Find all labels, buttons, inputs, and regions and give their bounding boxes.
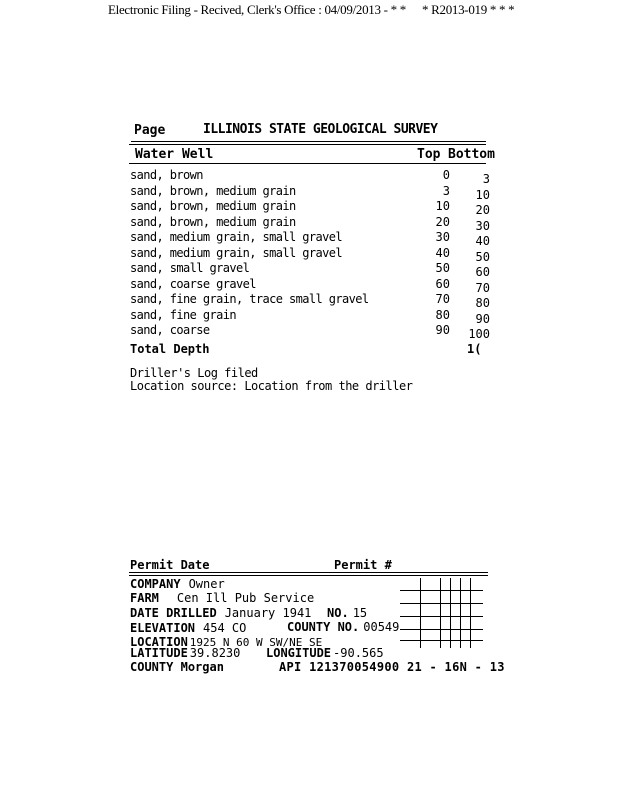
- latitude-value: 39.8230: [189, 646, 241, 660]
- log-description: sand, fine grain: [130, 307, 236, 322]
- log-bottom-depth: 10: [475, 187, 490, 202]
- farm-value: Cen Ill Pub Service: [176, 591, 315, 605]
- company-row: [130, 577, 225, 591]
- grid-line: [470, 578, 471, 648]
- company-label: COMPANY: [130, 577, 181, 591]
- api-label: API: [279, 660, 302, 674]
- title-rule-lower: [129, 144, 486, 145]
- county-number-row: [287, 620, 399, 634]
- log-description: sand, brown, medium grain: [130, 199, 296, 213]
- elevation-label: ELEVATION: [130, 621, 196, 635]
- filing-stamp-text: Electronic Filing - Recived, Clerk's Office : 04/09/2013 - * *: [108, 2, 406, 17]
- log-description: sand, coarse: [130, 323, 210, 337]
- county-row: [130, 660, 224, 674]
- form-rule-upper: [129, 572, 488, 573]
- well-number-row: [327, 606, 367, 620]
- form-rule-lower: [129, 575, 488, 576]
- header-rule: [129, 163, 486, 164]
- log-top-depth: 0: [442, 168, 450, 182]
- title-rule-upper: [131, 141, 486, 142]
- elevation-value: 454 CO: [203, 621, 247, 635]
- page-label: Page: [134, 123, 166, 138]
- county-number-label: COUNTY NO.: [287, 620, 360, 634]
- column-header-top: Top: [417, 147, 441, 162]
- elevation-row: [130, 621, 246, 635]
- permit-date-label: Permit Date: [130, 558, 210, 572]
- column-header-bottom: Bottom: [448, 147, 495, 162]
- log-description: sand, medium grain, small gravel: [130, 245, 342, 260]
- log-bottom-depth: 100: [468, 327, 490, 341]
- county-value: Morgan: [180, 660, 224, 674]
- date-drilled-row: [130, 606, 311, 620]
- location-value: 1925 N 60 W SW/NE SE: [189, 636, 323, 649]
- log-description: sand, brown: [130, 168, 203, 182]
- log-row: [130, 230, 500, 246]
- column-header-water-well: Water Well: [135, 147, 214, 162]
- log-bottom-depth: 60: [475, 265, 490, 279]
- api-value: 121370054900: [309, 660, 400, 674]
- grid-line: [400, 616, 483, 617]
- log-top-depth: 10: [435, 199, 450, 213]
- location-source-note: Location source: Location from the driller: [130, 379, 413, 393]
- permit-number-label: Permit #: [334, 558, 392, 572]
- grid-line: [400, 640, 483, 641]
- docket-number: * R2013-019 * * *: [421, 2, 515, 17]
- log-row: [130, 308, 500, 324]
- location-label: LOCATION: [130, 635, 188, 649]
- longitude-row: [266, 646, 384, 660]
- log-description: sand, coarse gravel: [130, 276, 256, 291]
- log-row: [130, 292, 500, 308]
- log-top-depth: 40: [435, 245, 450, 260]
- grid-line: [400, 603, 483, 604]
- date-drilled-label: DATE DRILLED: [130, 606, 217, 620]
- grid-line: [400, 590, 483, 591]
- api-row: [279, 660, 505, 674]
- driller-log-note: Driller's Log filed: [130, 366, 258, 380]
- log-bottom-depth: 40: [475, 234, 490, 248]
- well-number-value: 15: [352, 606, 368, 620]
- county-number-value: 00549: [363, 620, 400, 634]
- date-drilled-value: January 1941: [224, 606, 312, 620]
- log-row: [130, 261, 500, 277]
- log-description: sand, fine grain, trace small gravel: [130, 292, 369, 306]
- log-description: sand, small gravel: [130, 261, 250, 275]
- log-bottom-depth: 50: [475, 249, 490, 264]
- latitude-label: LATITUDE: [130, 646, 188, 660]
- log-row: [130, 168, 500, 184]
- log-bottom-depth: 90: [475, 311, 490, 326]
- log-row: [130, 277, 500, 293]
- company-value: Owner: [188, 577, 225, 591]
- log-row: [130, 246, 500, 262]
- farm-label: FARM: [130, 591, 159, 605]
- township-range: 21 - 16N - 13: [406, 660, 505, 674]
- log-top-depth: 30: [435, 230, 450, 244]
- longitude-value: -90.565: [333, 646, 384, 660]
- log-row: [130, 184, 500, 200]
- log-top-depth: 50: [435, 261, 450, 275]
- section-grid: [400, 578, 483, 648]
- log-bottom-depth: 3: [482, 172, 490, 186]
- grid-line: [450, 578, 451, 648]
- log-top-depth: 60: [435, 276, 450, 291]
- log-top-depth: 3: [442, 183, 450, 198]
- log-bottom-depth: 30: [475, 218, 490, 233]
- grid-line: [420, 578, 421, 648]
- log-row: [130, 215, 500, 231]
- total-depth-value: 1(: [467, 342, 482, 356]
- log-row: [130, 199, 500, 215]
- longitude-label: LONGITUDE: [266, 646, 332, 660]
- total-depth-label: Total Depth: [130, 342, 210, 356]
- latitude-row: [130, 646, 240, 660]
- farm-row: [130, 591, 314, 605]
- survey-title: ILLINOIS STATE GEOLOGICAL SURVEY: [203, 122, 438, 137]
- grid-line: [460, 578, 461, 648]
- log-top-depth: 90: [435, 323, 450, 337]
- log-top-depth: 20: [435, 214, 450, 229]
- log-description: sand, brown, medium grain: [130, 214, 296, 229]
- well-number-label: NO.: [327, 606, 349, 620]
- grid-line: [400, 629, 483, 630]
- log-description: sand, medium grain, small gravel: [130, 230, 342, 244]
- log-row: [130, 323, 500, 339]
- log-bottom-depth: 20: [475, 203, 490, 217]
- log-bottom-depth: 70: [475, 280, 490, 295]
- log-description: sand, brown, medium grain: [130, 183, 296, 198]
- log-bottom-depth: 80: [475, 296, 490, 310]
- log-top-depth: 80: [435, 307, 450, 322]
- well-log-table: [130, 168, 500, 339]
- grid-line: [440, 578, 441, 648]
- filing-stamp: [108, 2, 514, 18]
- county-label: COUNTY: [130, 660, 174, 674]
- log-top-depth: 70: [435, 292, 450, 306]
